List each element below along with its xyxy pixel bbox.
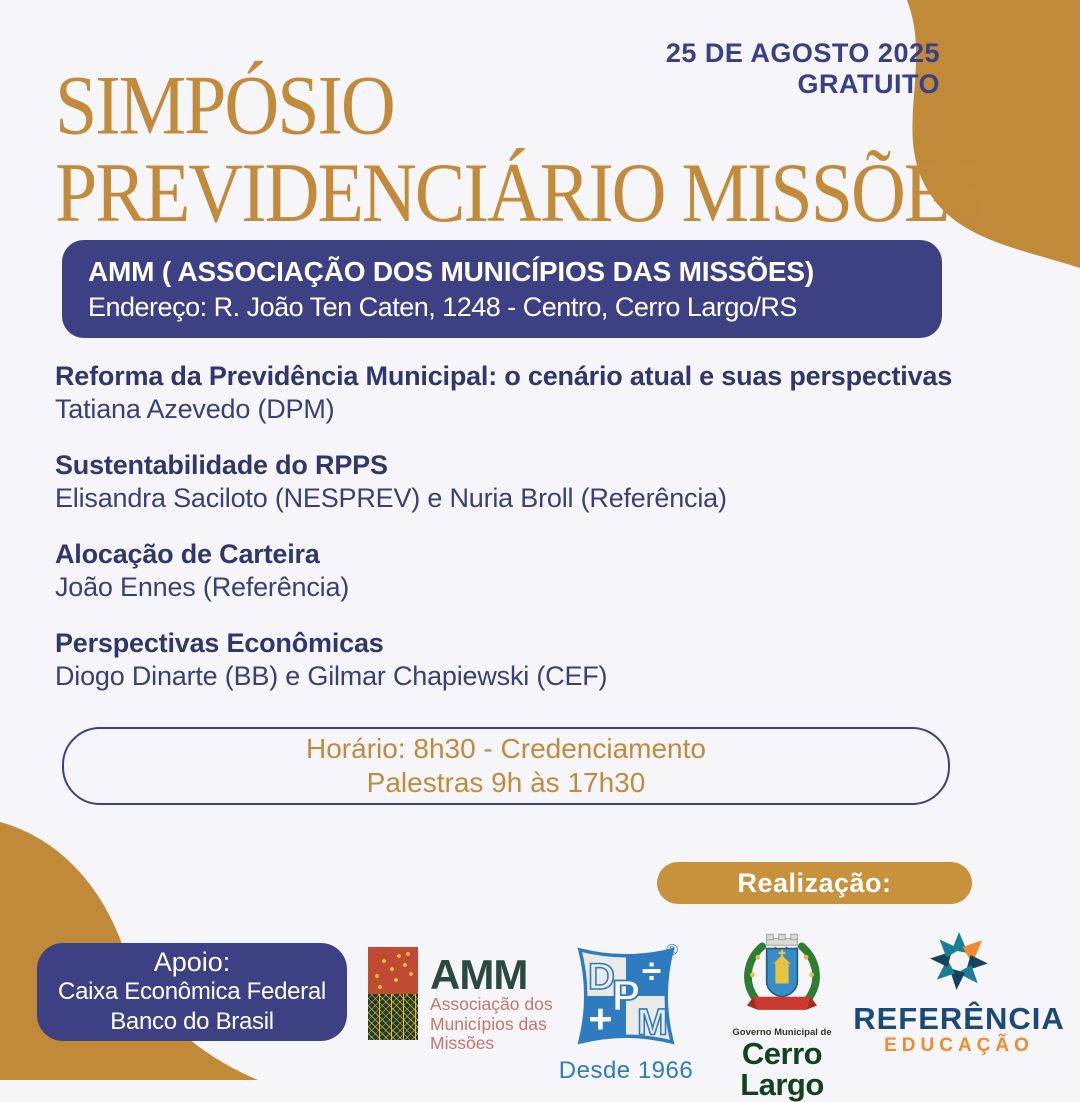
program-item-speakers: João Ennes (Referência) <box>55 572 350 602</box>
event-date: 25 DE AGOSTO 2025 <box>665 38 940 68</box>
dpm-divide-icon: ÷ <box>641 952 662 992</box>
title-line-2: PREVIDENCIÁRIO MISSÕES <box>55 146 989 241</box>
apoio-sponsor-2: Banco do Brasil <box>110 1008 274 1035</box>
dpm-letter-d: D <box>587 955 615 998</box>
program-item-title: Reforma da Previdência Municipal: o cenário atual e suas perspectivas <box>55 361 953 391</box>
venue-address: Endereço: R. João Ten Caten, 1248 - Centro, Cerro Largo/RS <box>88 292 797 322</box>
cerro-largo-sub: Governo Municipal de <box>732 1027 832 1038</box>
cerro-largo-name: Cerro Largo <box>740 1036 824 1102</box>
apoio-sponsor-1: Caixa Econômica Federal <box>58 978 326 1005</box>
program-item-title: Sustentabilidade do RPPS <box>55 450 388 480</box>
realizacao-label: Realização: <box>737 867 892 898</box>
program-item <box>55 360 1045 426</box>
dpm-letter-m: M <box>636 1000 669 1043</box>
dpm-logo <box>556 942 696 1085</box>
dpm-stamp-icon <box>572 942 680 1050</box>
apoio-label: Apoio: <box>153 947 231 977</box>
program-item-speakers: Tatiana Azevedo (DPM) <box>55 394 335 424</box>
program-item <box>55 627 1045 693</box>
amm-logo-name: AMM <box>430 951 528 998</box>
referencia-sub: EDUCAÇÃO <box>884 1035 1034 1056</box>
dpm-registered-icon: ® <box>666 942 678 959</box>
apoio-pill <box>37 943 347 1041</box>
venue-banner <box>62 240 942 338</box>
amm-logo-sub-1: Associação dos <box>430 994 553 1014</box>
title-line-1: SIMPÓSIO <box>55 58 394 153</box>
program-item <box>55 538 1045 604</box>
amm-logo-sub-3: Missões <box>430 1033 495 1053</box>
schedule-line-2: Palestras 9h às 17h30 <box>366 767 646 798</box>
amm-logo-sub-2: Municípios das <box>430 1013 547 1034</box>
referencia-logo <box>845 928 1073 1057</box>
dpm-plus-icon: + <box>588 995 613 1042</box>
venue-name: AMM ( ASSOCIAÇÃO DOS MUNICÍPIOS DAS MISSÕES) <box>88 256 814 287</box>
free-badge: GRATUITO <box>797 69 940 99</box>
referencia-name: REFERÊNCIA <box>853 1001 1065 1036</box>
cerro-largo-crest-icon <box>736 933 828 1021</box>
program-item-title: Alocação de Carteira <box>55 539 320 569</box>
dpm-tagline: Desde 1966 <box>558 1057 694 1084</box>
program-item <box>55 449 1045 515</box>
realizacao-pill <box>657 862 972 904</box>
amm-pattern-red-half <box>368 947 418 994</box>
program-item-speakers: Diogo Dinarte (BB) e Gilmar Chapiewski (CEF) <box>55 661 608 691</box>
dpm-letter-p: P <box>611 972 641 1021</box>
schedule-box <box>62 727 950 805</box>
program-item-title: Perspectivas Econômicas <box>55 628 384 658</box>
referencia-pinwheel-icon <box>926 928 992 994</box>
cerro-largo-logo <box>698 933 866 1100</box>
program-item-speakers: Elisandra Saciloto (NESPREV) e Nuria Broll (Referência) <box>55 483 727 513</box>
amm-pattern-green-half <box>368 994 418 1040</box>
amm-logo <box>368 947 553 1054</box>
program-list <box>55 360 1045 716</box>
page-title <box>55 58 989 241</box>
schedule-line-1: Horário: 8h30 - Credenciamento <box>306 733 706 764</box>
amm-logo-text <box>430 947 553 1054</box>
amm-pattern-icon <box>368 947 418 1040</box>
